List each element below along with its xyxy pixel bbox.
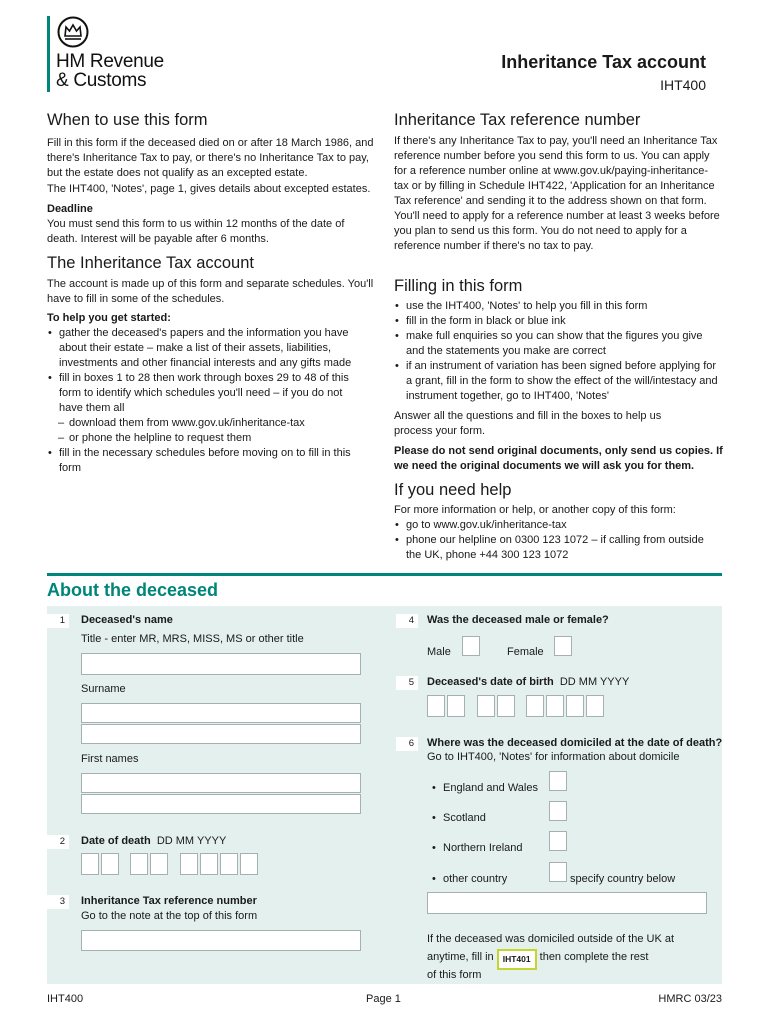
date-digit-box[interactable]	[81, 853, 99, 875]
question-label-1: Deceased's name	[81, 614, 173, 626]
org-logo-text: HM Revenue & Customs	[56, 51, 164, 91]
question-number-4: 4	[396, 614, 418, 628]
first-names-input-line2[interactable]	[81, 794, 361, 814]
domicile-hint: Go to IHT400, 'Notes' for information about domicile	[427, 751, 680, 763]
help-paragraph: For more information or help, or another copy of this form:	[394, 504, 676, 516]
date-digit-box[interactable]	[200, 853, 218, 875]
help-started-heading: To help you get started:	[47, 312, 171, 324]
date-digit-box[interactable]	[477, 695, 495, 717]
date-digit-box[interactable]	[546, 695, 564, 717]
list-item: • phone our helpline on 0300 123 1072 – if calling from outside the UK, phone +44 300 123 1072	[394, 533, 720, 563]
other-country-checkbox[interactable]	[549, 862, 567, 882]
date-digit-box[interactable]	[101, 853, 119, 875]
question-number-1: 1	[47, 614, 69, 628]
question-number-2: 2	[47, 835, 69, 849]
list-item: • gather the deceased's papers and the information you have about their estate – make a list of their assets, liabilities, investments and other financial interests and any gifts made	[47, 326, 362, 371]
footer-version: HMRC 03/23	[658, 993, 722, 1005]
filling-answer-paragraph: Answer all the questions and fill in the boxes to help us process your form.	[394, 410, 662, 437]
male-checkbox[interactable]	[462, 636, 480, 656]
question-label-6: Where was the deceased domiciled at the date of death?	[427, 737, 723, 749]
title-input[interactable]	[81, 653, 361, 675]
date-digit-box[interactable]	[526, 695, 544, 717]
deadline-heading: Deadline	[47, 203, 93, 215]
date-digit-box[interactable]	[240, 853, 258, 875]
section-title-help: If you need help	[394, 481, 512, 499]
list-item: • go to www.gov.uk/inheritance-tax	[394, 518, 720, 533]
list-item: • use the IHT400, 'Notes' to help you fill in this form	[394, 299, 720, 314]
excepted-estates-note: The IHT400, 'Notes', page 1, gives details about excepted estates.	[47, 183, 371, 195]
list-item: • fill in the necessary schedules before moving on to fill in this form	[47, 446, 362, 476]
section-title-when: When to use this form	[47, 111, 208, 129]
help-list	[394, 518, 720, 563]
domicile-options	[431, 811, 551, 826]
date-digit-box[interactable]	[497, 695, 515, 717]
list-item: • fill in the form in black or blue ink	[394, 314, 720, 329]
date-digit-box[interactable]	[427, 695, 445, 717]
reference-hint: Go to the note at the top of this form	[81, 910, 258, 922]
first-names-input-line1[interactable]	[81, 773, 361, 793]
about-deceased-title: About the deceased	[47, 580, 219, 600]
list-item: – or phone the helpline to request them	[47, 431, 362, 446]
section-title-account: The Inheritance Tax account	[47, 254, 254, 272]
option-northern-ireland: • Northern Ireland	[431, 841, 551, 856]
question-label-2: Date of death DD MM YYYY	[81, 835, 227, 847]
question-number-3: 3	[47, 895, 69, 909]
document-title: Inheritance Tax account	[501, 52, 706, 72]
date-digit-box[interactable]	[586, 695, 604, 717]
question-label-3: Inheritance Tax reference number	[81, 895, 257, 907]
question-number-6: 6	[396, 737, 418, 751]
female-label: Female	[507, 646, 544, 658]
other-country-input[interactable]	[427, 892, 707, 914]
section-title-reference: Inheritance Tax reference number	[394, 111, 641, 129]
option-other-country: • other country	[431, 872, 551, 887]
specify-country-label: specify country below	[570, 873, 676, 885]
iht401-link-badge[interactable]: IHT401	[497, 949, 537, 970]
title-hint: Title - enter MR, MRS, MISS, MS or other title	[81, 633, 304, 645]
deadline-text: You must send this form to us within 12 months of the date of death. Interest will be payable after 6 months.	[47, 218, 345, 245]
getting-started-list	[47, 326, 362, 476]
date-digit-box[interactable]	[180, 853, 198, 875]
date-digit-box[interactable]	[220, 853, 238, 875]
domicile-options	[431, 841, 551, 856]
when-paragraph: Fill in this form if the deceased died on or after 18 March 1986, and there's Inheritance Tax to pay, or there's no Inheritance Tax to pay, but the estate does not qualify as an excepted estate.	[47, 137, 374, 179]
dob-format-hint: DD MM YYYY	[559, 676, 630, 688]
account-paragraph: The account is made up of this form and separate schedules. You'll have to fill in some of the schedules.	[47, 278, 374, 305]
option-england-wales: • England and Wales	[431, 781, 551, 796]
male-label: Male	[427, 646, 451, 658]
question-number-5: 5	[396, 676, 418, 690]
filling-list	[394, 299, 720, 404]
form-code: IHT400	[660, 77, 706, 93]
section-divider	[47, 573, 722, 576]
crown-crest-icon	[56, 16, 90, 48]
date-digit-box[interactable]	[150, 853, 168, 875]
date-digit-box[interactable]	[130, 853, 148, 875]
question-label-4: Was the deceased male or female?	[427, 614, 609, 626]
logo-accent-bar	[47, 16, 50, 92]
england-wales-checkbox[interactable]	[549, 771, 567, 791]
option-scotland: • Scotland	[431, 811, 551, 826]
list-item: • fill in boxes 1 to 28 then work through boxes 29 to 48 of this form to identify which schedules you'll need – if you do not have them all	[47, 371, 362, 416]
reference-number-input[interactable]	[81, 930, 361, 951]
date-digit-box[interactable]	[447, 695, 465, 717]
list-item: – download them from www.gov.uk/inheritance-tax	[47, 416, 362, 431]
reference-paragraph: If there's any Inheritance Tax to pay, you'll need an Inheritance Tax reference number before you send this form to us. You can apply for a reference number online at www.gov.uk/paying-inheritance-tax or by filling in Schedule IHT422, 'Application for an Inheritance Tax reference' and sending it to the address shown on that form. You'll need to apply for a reference number at least 3 weeks before you plan to send us this form. You do not need to apply for a reference number if there's no tax to pay.	[394, 135, 720, 252]
northern-ireland-checkbox[interactable]	[549, 831, 567, 851]
scotland-checkbox[interactable]	[549, 801, 567, 821]
surname-input-line1[interactable]	[81, 703, 361, 723]
footer-page-number: Page 1	[366, 993, 401, 1005]
domicile-options	[431, 781, 551, 796]
date-format-hint: DD MM YYYY	[156, 835, 227, 847]
surname-label: Surname	[81, 683, 126, 695]
question-label-5: Deceased's date of birth DD MM YYYY	[427, 676, 630, 688]
female-checkbox[interactable]	[554, 636, 572, 656]
domicile-note: If the deceased was domiciled outside of the UK at anytime, fill in IHT401 then complete the rest of this form	[427, 933, 675, 981]
domicile-options	[431, 872, 551, 887]
original-documents-notice: Please do not send original documents, only send us copies. If we need the original documents we will ask you for them.	[394, 445, 723, 472]
list-item: • make full enquiries so you can show that the figures you give and the statements you make are correct	[394, 329, 720, 359]
footer-form-code: IHT400	[47, 993, 84, 1005]
list-item: • if an instrument of variation has been signed before applying for a grant, fill in the form to show the effect of the will/intestacy and instrument together, go to IHT400, 'Notes'	[394, 359, 720, 404]
date-digit-box[interactable]	[566, 695, 584, 717]
first-names-label: First names	[81, 753, 139, 765]
section-title-filling: Filling in this form	[394, 277, 523, 295]
surname-input-line2[interactable]	[81, 724, 361, 744]
